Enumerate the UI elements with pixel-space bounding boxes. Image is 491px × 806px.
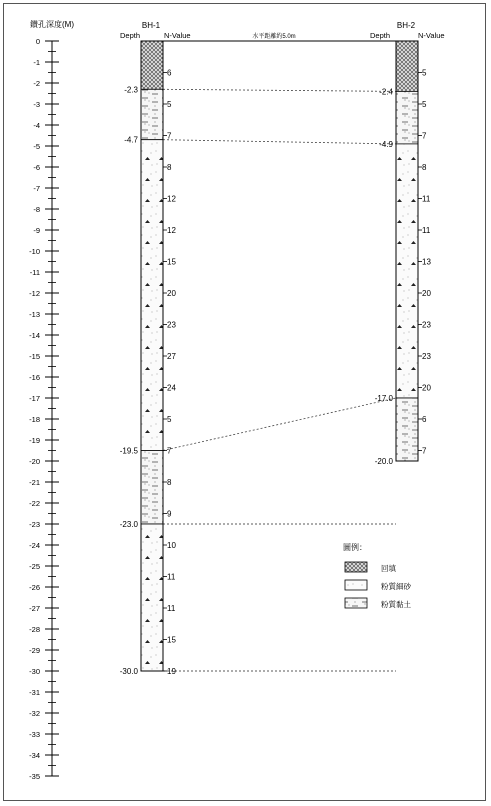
depth-tick-label: -3 bbox=[33, 100, 40, 109]
legend-title: 圖例： bbox=[343, 543, 367, 552]
n-value-label: 11 bbox=[422, 226, 431, 235]
n-value-label: 20 bbox=[167, 289, 176, 298]
n-value-label: 15 bbox=[167, 635, 176, 645]
n-value-label: 7 bbox=[422, 131, 427, 141]
depth-tick-label: -19 bbox=[29, 436, 40, 445]
borehole-bh2-column bbox=[375, 41, 432, 466]
n-value-label: 7 bbox=[167, 131, 172, 141]
fill-layer bbox=[141, 41, 163, 89]
legend-fill-swatch bbox=[345, 562, 367, 572]
n-value-label: 8 bbox=[167, 478, 172, 487]
depth-tick-label: -26 bbox=[29, 583, 40, 592]
clay-layer bbox=[396, 398, 418, 461]
correlation-line bbox=[163, 140, 396, 144]
bh1-depth-header: Depth bbox=[120, 31, 141, 40]
boundary-depth-label: -4.7 bbox=[124, 135, 138, 145]
n-value-label: 7 bbox=[167, 446, 172, 456]
depth-tick-label: -12 bbox=[29, 289, 40, 298]
n-value-label: 20 bbox=[422, 383, 431, 393]
legend-fill-label: 回填 bbox=[381, 564, 396, 573]
sand-layer bbox=[141, 140, 163, 451]
clay-layer bbox=[141, 89, 163, 139]
legend-clay-label: 粉質黏土 bbox=[381, 600, 411, 609]
n-value-label: 12 bbox=[167, 194, 176, 204]
n-value-label: 23 bbox=[422, 320, 431, 330]
boundary-depth-label: -20.0 bbox=[374, 457, 393, 466]
n-value-label: 8 bbox=[422, 163, 427, 172]
depth-tick-label: -21 bbox=[29, 478, 40, 487]
clay-layer bbox=[396, 91, 418, 143]
depth-tick-label: -9 bbox=[33, 226, 40, 235]
n-value-label: 11 bbox=[167, 604, 176, 613]
n-value-label: 8 bbox=[167, 163, 172, 172]
boundary-depth-label: -2.3 bbox=[124, 85, 138, 95]
depth-tick-label: -17 bbox=[29, 394, 40, 403]
n-value-label: 27 bbox=[167, 352, 176, 361]
bh2-name: BH-2 bbox=[396, 21, 416, 30]
borehole-bh1-column bbox=[120, 41, 177, 676]
bh2-depth-header: Depth bbox=[370, 31, 391, 40]
boundary-depth-label: -30.0 bbox=[119, 667, 138, 676]
bh1-name: BH-1 bbox=[141, 21, 161, 30]
depth-tick-label: -11 bbox=[29, 268, 40, 277]
depth-tick-label: -16 bbox=[29, 373, 40, 382]
depth-tick-label: -34 bbox=[29, 751, 40, 760]
n-value-label: 7 bbox=[422, 446, 427, 456]
depth-axis-ticks bbox=[29, 37, 59, 781]
bh2-nvalue-header: N-Value bbox=[418, 31, 445, 40]
n-value-label: 12 bbox=[167, 226, 176, 235]
fill-layer bbox=[396, 41, 418, 91]
depth-tick-label: -29 bbox=[29, 646, 40, 655]
boundary-depth-label: -19.5 bbox=[119, 446, 138, 456]
depth-tick-label: -35 bbox=[29, 772, 40, 781]
depth-tick-label: -10 bbox=[29, 247, 40, 256]
correlation-line bbox=[163, 398, 396, 451]
depth-tick-label: -14 bbox=[29, 331, 40, 340]
depth-tick-label: -20 bbox=[29, 457, 40, 466]
depth-tick-label: -31 bbox=[29, 688, 40, 697]
n-value-label: 9 bbox=[167, 509, 172, 519]
depth-tick-label: -15 bbox=[29, 352, 40, 361]
depth-tick-label: -8 bbox=[33, 205, 40, 214]
n-value-label: 19 bbox=[167, 667, 176, 676]
distance-note: 水平距離約5.0m bbox=[252, 34, 296, 40]
depth-tick-label: -28 bbox=[29, 625, 40, 634]
depth-tick-label: -32 bbox=[29, 709, 40, 718]
depth-tick-label: -22 bbox=[29, 499, 40, 508]
n-value-label: 5 bbox=[422, 100, 427, 109]
depth-tick-label: -4 bbox=[33, 121, 40, 130]
n-value-label: 24 bbox=[167, 383, 176, 393]
depth-tick-label: -6 bbox=[33, 163, 40, 172]
boundary-depth-label: -2.4 bbox=[379, 87, 393, 97]
depth-tick-label: -23 bbox=[29, 520, 40, 529]
depth-tick-label: -18 bbox=[29, 415, 40, 424]
depth-tick-label: -25 bbox=[29, 562, 40, 571]
legend-sand-label: 粉質細砂 bbox=[381, 582, 411, 591]
n-value-label: 11 bbox=[167, 572, 176, 582]
legend-clay-swatch bbox=[345, 598, 367, 608]
depth-axis-title: 鑽孔深度(M) bbox=[30, 20, 74, 29]
bh1-nvalue-header: N-Value bbox=[164, 31, 191, 40]
depth-tick-label: -27 bbox=[29, 604, 40, 613]
sand-layer bbox=[396, 144, 418, 398]
depth-tick-label: -7 bbox=[33, 184, 40, 193]
depth-tick-label: -1 bbox=[33, 58, 40, 67]
depth-tick-label: -13 bbox=[29, 310, 40, 319]
n-value-label: 10 bbox=[167, 541, 176, 550]
depth-tick-label: -30 bbox=[29, 667, 40, 676]
boundary-depth-label: -17.0 bbox=[374, 394, 393, 403]
n-value-label: 20 bbox=[422, 289, 431, 298]
correlation-line bbox=[163, 89, 396, 91]
n-value-label: 5 bbox=[167, 100, 172, 109]
boundary-depth-label: -23.0 bbox=[119, 520, 138, 529]
n-value-label: 23 bbox=[167, 320, 176, 330]
n-value-label: 5 bbox=[422, 68, 427, 78]
boundary-depth-label: -4.9 bbox=[379, 139, 393, 149]
legend-sand-swatch bbox=[345, 580, 367, 590]
n-value-label: 15 bbox=[167, 257, 176, 267]
n-value-label: 5 bbox=[167, 415, 172, 424]
depth-tick-label: 0 bbox=[35, 37, 40, 46]
depth-tick-label: -33 bbox=[29, 730, 40, 739]
sand-layer bbox=[141, 524, 163, 671]
legend bbox=[343, 542, 411, 609]
depth-tick-label: -2 bbox=[33, 79, 40, 88]
depth-tick-label: -5 bbox=[33, 142, 40, 151]
clay-layer bbox=[141, 451, 163, 525]
n-value-label: 11 bbox=[422, 194, 431, 204]
n-value-label: 23 bbox=[422, 352, 431, 361]
depth-tick-label: -24 bbox=[29, 541, 40, 550]
n-value-label: 6 bbox=[422, 415, 427, 424]
n-value-label: 13 bbox=[422, 257, 431, 267]
n-value-label: 6 bbox=[167, 68, 172, 78]
